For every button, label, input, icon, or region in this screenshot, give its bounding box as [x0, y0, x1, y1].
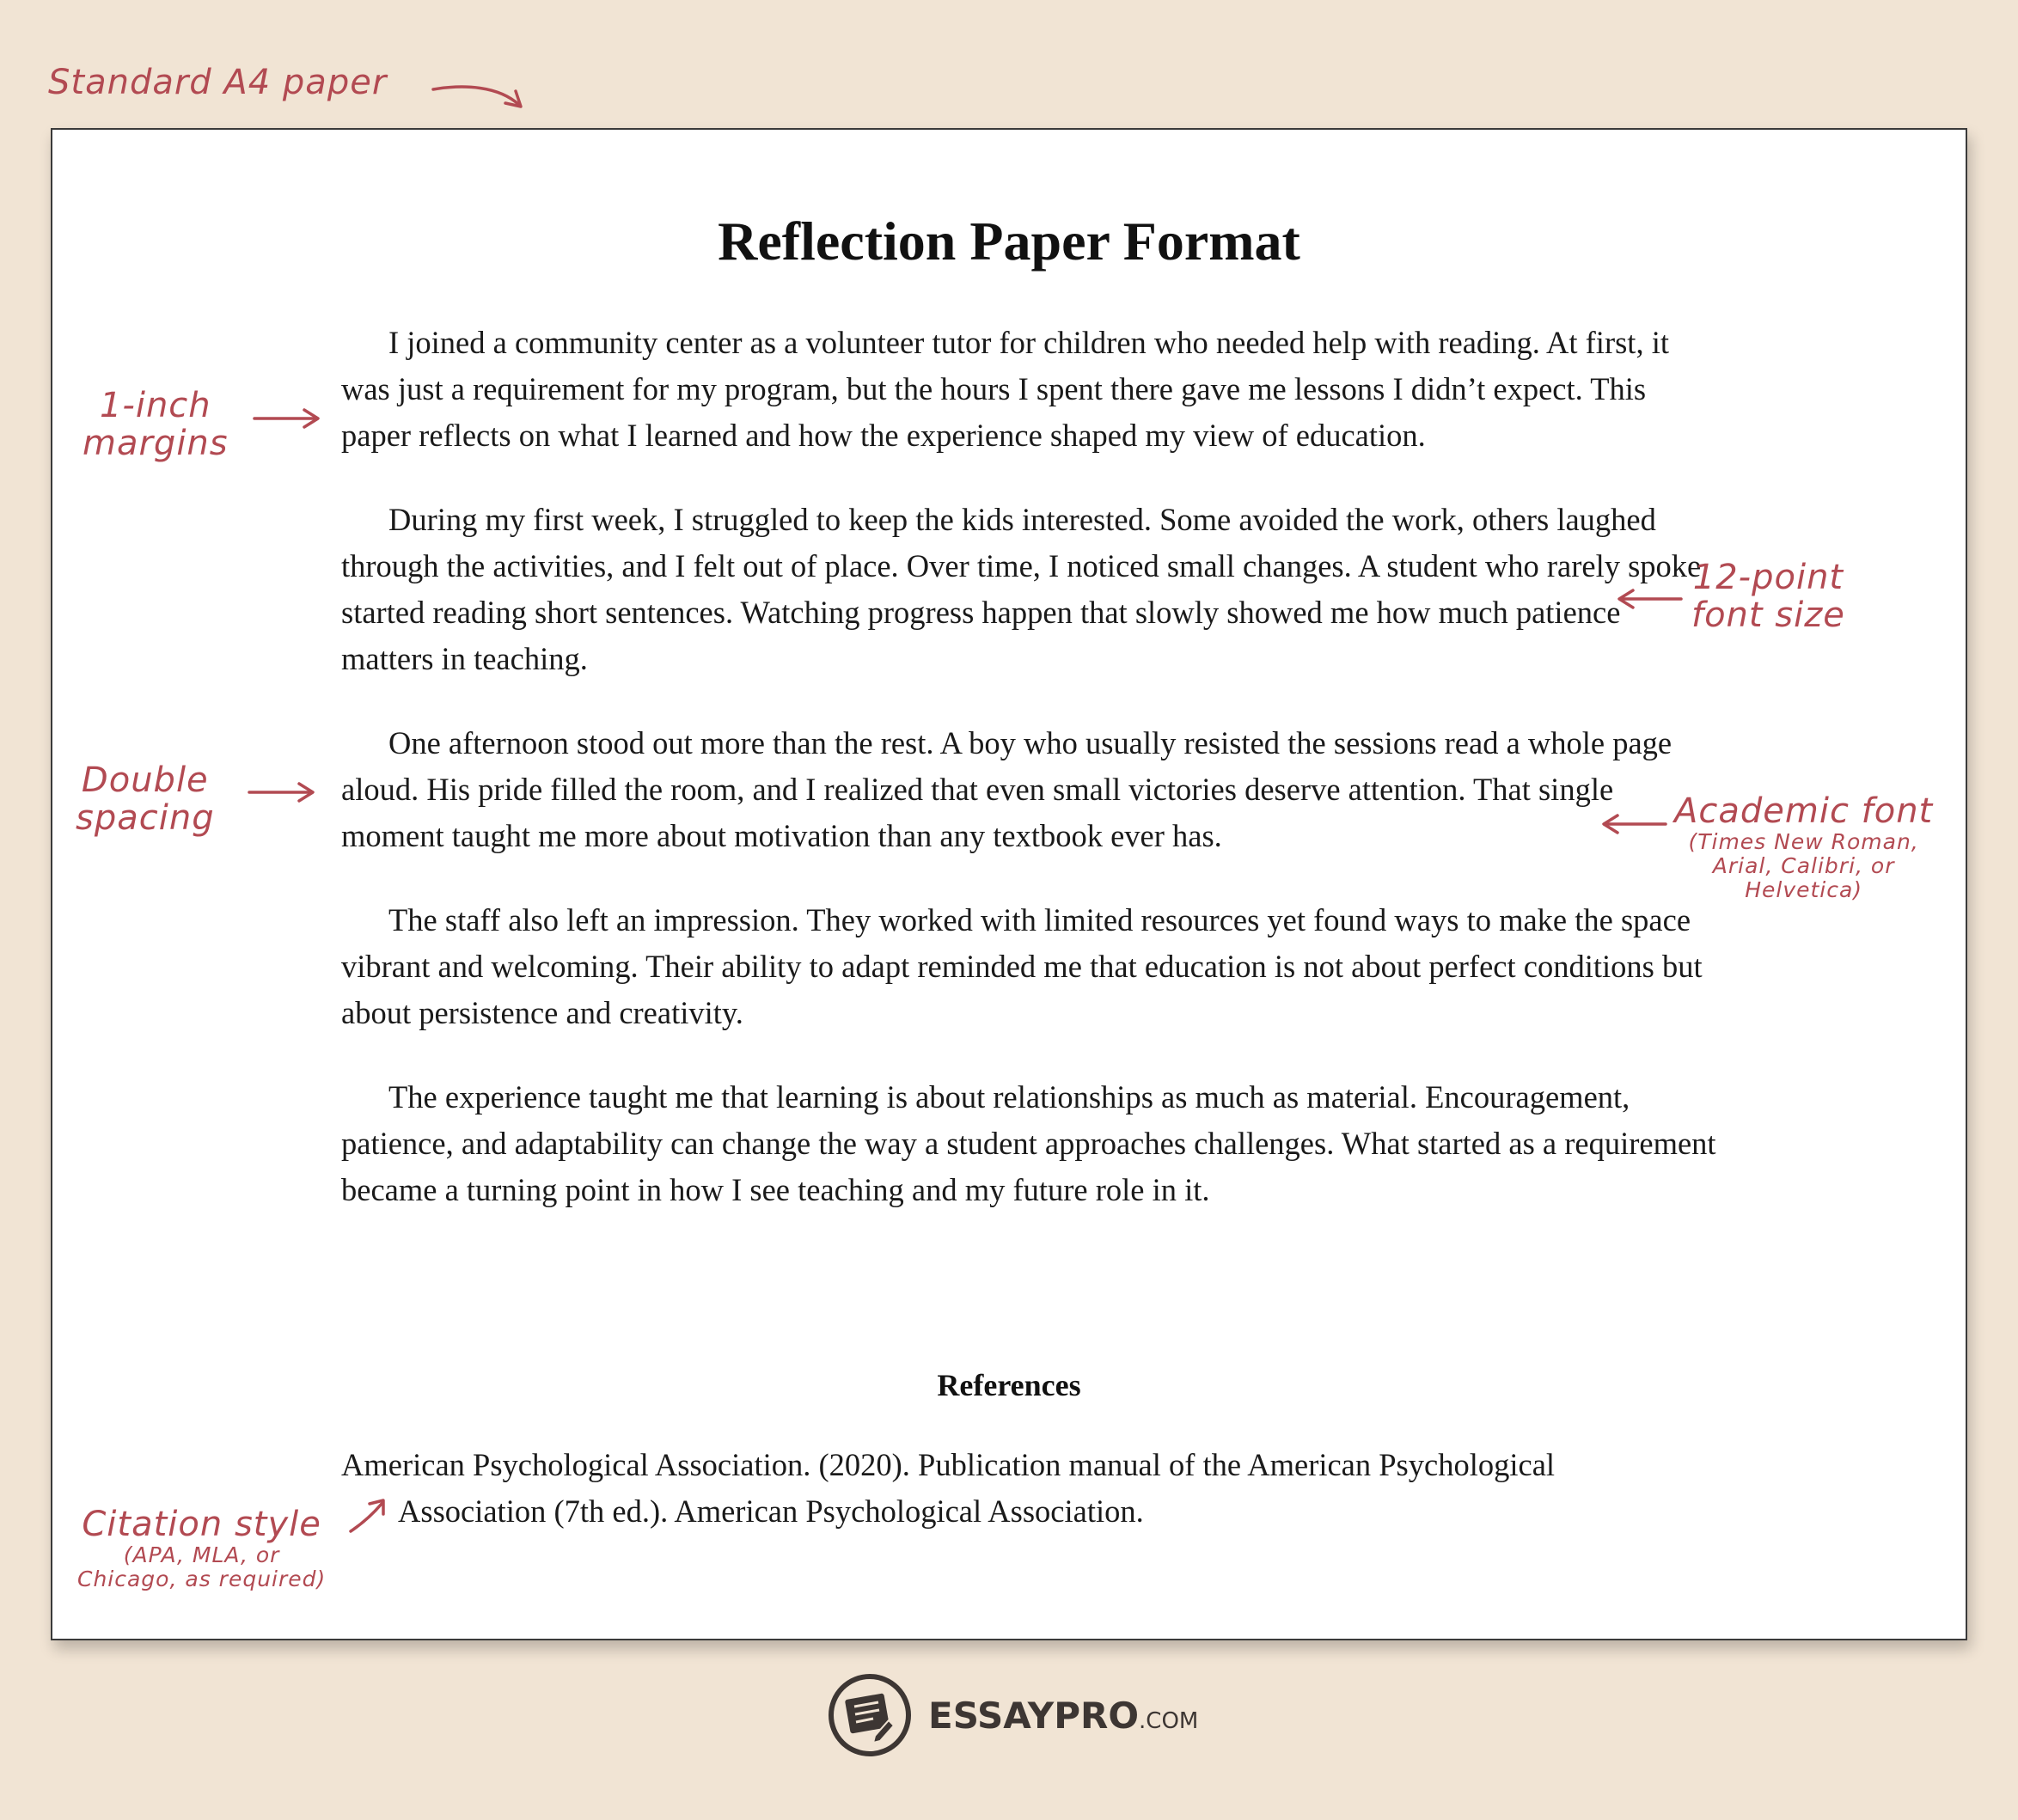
document-body — [341, 320, 1716, 1251]
academic-font-detail-line-2: Arial, Calibri, or — [1712, 853, 1895, 878]
font-size-annotation-line-1: 12-point — [1692, 558, 1844, 597]
academic-font-detail-line-1: (Times New Roman, — [1688, 829, 1919, 854]
citation-style-detail-line-1: (APA, MLA, or — [123, 1542, 280, 1567]
essaypro-wordmark — [928, 1695, 1198, 1737]
paper-size-arrow-icon — [430, 79, 533, 117]
margins-arrow-icon — [251, 406, 323, 431]
citation-style-arrow-icon — [347, 1495, 390, 1538]
paragraph-3: One afternoon stood out more than the rest. A boy who usually resisted the sessions read a whole page aloud. His pride filled the room, and I realized that even small victories deserve attention. That single moment taught me more about motivation than any textbook ever has. — [341, 725, 1672, 853]
spacing-annotation-line-2: spacing — [76, 798, 215, 838]
academic-font-annotation — [1674, 792, 1933, 902]
spacing-annotation-line-1: Double — [81, 760, 209, 800]
citation-style-annotation-title: Citation style — [82, 1505, 321, 1544]
academic-font-annotation-title: Academic font — [1674, 791, 1934, 831]
paragraph-5: The experience taught me that learning is about relationships as much as material. Encouragement, patience, and adaptability can change the way a student approaches challenges. What started as a requirement became a turning point in how I see teaching and my future role in it. — [341, 1079, 1716, 1207]
margins-annotation-line-2: margins — [83, 424, 229, 463]
spacing-annotation — [76, 761, 215, 837]
references-heading: References — [937, 1368, 1081, 1402]
paragraph-1: I joined a community center as a volunteer tutor for children who needed help with reading. At first, it was just a requirement for my program, but the hours I spent there gave me lessons I didn’t expect. This paper reflects on what I learned and how the experience shaped my view of education. — [341, 325, 1669, 453]
paragraph-2: During my first week, I struggled to keep the kids interested. Some avoided the work, others laughed through the activities, and I felt out of place. Over time, I noticed small changes. A student who rarely spoke started reading short sentences. Watching progress happen that slowly showed me how much patience matters in teaching. — [341, 502, 1702, 676]
paragraph-4: The staff also left an impression. They worked with limited resources yet found ways to make the space vibrant and welcoming. Their ability to adapt reminded me that education is not about perfect conditions but about persistence and creativity. — [341, 902, 1703, 1030]
citation-style-annotation — [77, 1505, 326, 1591]
document-title: Reflection Paper Format — [718, 211, 1300, 272]
font-size-annotation — [1691, 559, 1845, 634]
notepad-pencil-icon — [827, 1672, 913, 1758]
font-size-annotation-line-2: font size — [1691, 595, 1845, 635]
citation-style-detail-line-2: Chicago, as required) — [77, 1567, 327, 1591]
reference-entry: American Psychological Association. (2020). Publication manual of the American Psychological Association (7th ed.). American Psychological Association. — [341, 1447, 1556, 1529]
margins-annotation — [83, 387, 229, 462]
academic-font-detail-line-3: Helvetica) — [1745, 877, 1863, 902]
essaypro-logo — [827, 1672, 1198, 1758]
font-size-arrow-icon — [1616, 586, 1685, 612]
logo-domain: .COM — [1139, 1707, 1199, 1734]
margins-annotation-line-1: 1-inch — [99, 386, 211, 425]
paper-size-annotation: Standard A4 paper — [48, 63, 388, 102]
logo-brand: ESSAYPRO — [928, 1694, 1140, 1737]
academic-font-arrow-icon — [1600, 811, 1669, 837]
spacing-arrow-icon — [246, 779, 318, 805]
